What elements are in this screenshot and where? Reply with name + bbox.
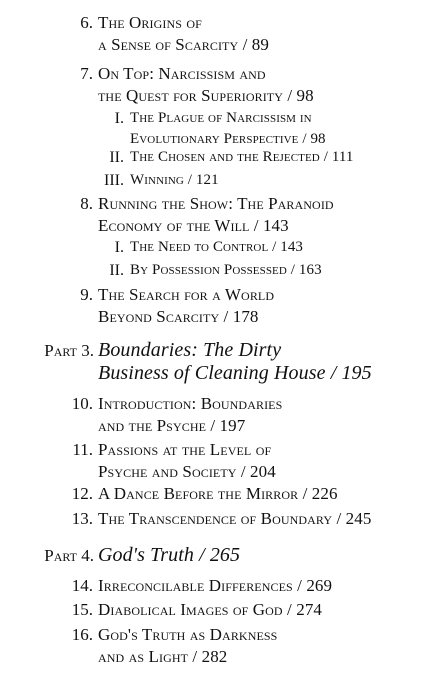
entry-title-line: Psyche and Society / 204 [98, 462, 276, 481]
entry-number: III. [104, 172, 124, 189]
entry-title-line: a Sense of Scarcity / 89 [98, 35, 269, 54]
entry-number: I. [114, 110, 124, 127]
entry-number: II. [109, 262, 124, 279]
entry-title-line: and as Light / 282 [98, 647, 228, 666]
entry-title-line: Irreconcilable Differences / 269 [98, 576, 333, 595]
entry-title-line: Running the Show: The Paranoid [98, 194, 334, 213]
entry-number: 7. [80, 64, 93, 83]
entry-title-line: The Chosen and the Rejected / 111 [130, 149, 354, 165]
entry-title-line: Introduction: Boundaries [98, 394, 283, 413]
entry-title-line: Winning / 121 [130, 172, 219, 188]
entry-number: 8. [80, 194, 93, 213]
entry-title-line: Economy of the Will / 143 [98, 216, 289, 235]
entry-title-line: The Search for a World [98, 285, 275, 304]
entry-title-line: Diabolical Images of God / 274 [98, 600, 323, 619]
part-title-line: Business of Cleaning House / 195 [98, 362, 372, 384]
entry-number: II. [109, 149, 124, 166]
entry-title-line: Beyond Scarcity / 178 [98, 307, 259, 326]
entry-number: I. [114, 239, 124, 256]
part-number: Part 4. [44, 546, 94, 565]
entry-title-line: God's Truth as Darkness [98, 625, 278, 644]
entry-title-line: The Need to Control / 143 [130, 239, 304, 255]
entry-number: 10. [71, 394, 93, 413]
entry-number: 14. [71, 576, 93, 595]
entry-number: 16. [71, 625, 93, 644]
part-title-line: God's Truth / 265 [98, 544, 241, 566]
entry-number: 9. [80, 285, 93, 304]
entry-title-line: the Quest for Superiority / 98 [98, 86, 314, 105]
entry-number: 15. [71, 600, 93, 619]
entry-number: 6. [80, 13, 93, 32]
entry-title-line: Passions at the Level of [98, 440, 272, 459]
part-number: Part 3. [44, 341, 94, 360]
part-title-line: Boundaries: The Dirty [98, 339, 282, 361]
entry-number: 13. [71, 509, 93, 528]
entry-title-line: The Transcendence of Boundary / 245 [98, 509, 372, 528]
entry-title-line: A Dance Before the Mirror / 226 [98, 484, 338, 503]
entry-title-line: and the Psyche / 197 [98, 416, 246, 435]
entry-title-line: The Plague of Narcissism in [130, 110, 312, 126]
entry-number: 12. [71, 484, 93, 503]
entry-title-line: Evolutionary Perspective / 98 [130, 131, 326, 147]
entry-number: 11. [72, 440, 93, 459]
entry-title-line: By Possession Possessed / 163 [130, 262, 322, 278]
entry-title-line: On Top: Narcissism and [98, 64, 266, 83]
entry-title-line: The Origins of [98, 13, 202, 32]
